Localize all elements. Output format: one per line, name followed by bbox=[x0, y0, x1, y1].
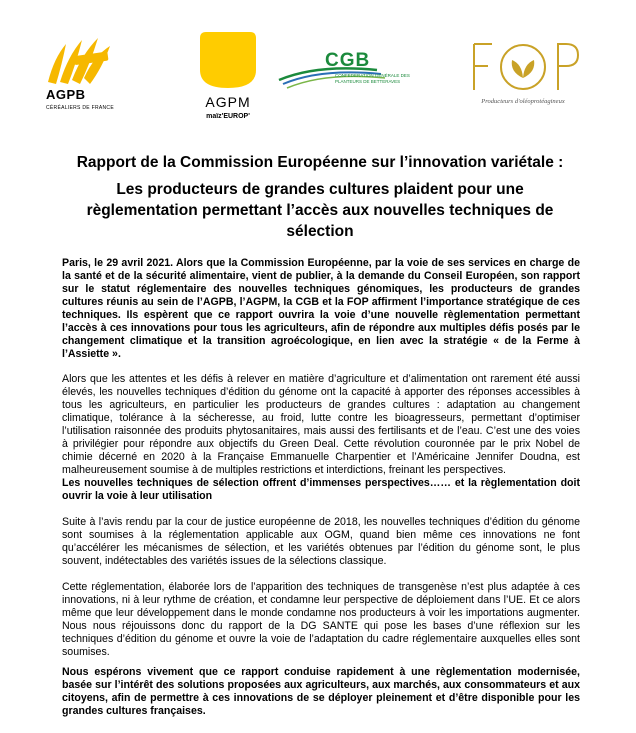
paragraph-intro: Paris, le 29 avril 2021. Alors que la Commission Européenne, par la voie de ses services en charge de la santé et de la sécurité alimentaire, vient de publier, à la demande du Conseil Européen, son rapport sur le statut réglementaire des nouvelles techniques génomiques, les producteurs de grandes cultures réunis au sein de l’AGPB, l’AGPM, la CGB et la FOP affirment l’importance stratégique de ces techniques. Ils espèrent que ce rapport ouvrira la voie d’une nouvelle règlementation permettant l’accès à ces innovations pour tous les agriculteurs, afin de répondre aux multiples défis posés par le changement climatique et la transition agroécologique, en lien avec la stratégie « de la Ferme à l’Assiette ». bbox=[62, 257, 580, 360]
paragraph-conclusion: Nous espérons vivement que ce rapport conduise rapidement à une règlementation modernisée, basée sur l’intérêt des solutions proposées aux agriculteurs, aux marchés, aux consommateurs et aux citoyens, afin de permettre à ces innovations de se déployer pleinement et d’être disponible pour les grandes cultures françaises. bbox=[62, 666, 580, 717]
agpm-subtitle: maïz'EUROP' bbox=[206, 113, 250, 120]
agpm-sun-icon bbox=[198, 30, 258, 90]
agpm-logo bbox=[196, 30, 260, 125]
fop-subtitle: Producteurs d'oléoprotéagineux bbox=[481, 98, 565, 105]
paragraph-regulation: Cette réglementation, élaborée lors de l’apparition des techniques de transgenèse n’est plus adaptée à ces innovations, ni à leur rythme de création, et condamne leur perspective de déploiement dans l’UE. Et ce alors même que leur développement dans le monde condamne nos producteurs à voir les importations augmenter. Nous nous réjouissons donc du rapport de la DG SANTE qui pose les bases d’une réflexion sur les techniques d’édition du génome et ouvre la voie de l’adaptation du cadre réglementaire auxquelles elles sont soumises. bbox=[62, 581, 580, 658]
section-heading: Les nouvelles techniques de sélection offrent d’immenses perspectives…… et la règlementation doit ouvrir la voie à leur utilisation bbox=[62, 477, 580, 502]
page-title: Rapport de la Commission Européenne sur l’innovation variétale : bbox=[76, 154, 564, 171]
logo-bar bbox=[0, 0, 636, 130]
agpm-name: AGPM bbox=[205, 94, 251, 110]
cgb-name: CGB bbox=[325, 50, 371, 71]
cgb-subtitle: CONFÉDÉRATION GÉNÉRALE DES PLANTEURS DE BETTERAVES bbox=[335, 73, 410, 84]
agpb-subtitle: CÉRÉALIERS DE FRANCE bbox=[46, 105, 114, 111]
agpb-logo bbox=[40, 30, 120, 116]
agpb-wheat-icon bbox=[40, 30, 120, 90]
paragraph-context: Alors que les attentes et les défis à relever en matière d’agriculture et d’alimentation ont rarement été aussi élevés, les nouvelles techniques d’édition du génome ont la capacité à apporter des réponses accessibles à tous les agriculteurs, en particulier les producteurs de grandes cultures : adaptation au changement climatique, tolérance à la sécheresse, au froid, lutte contre les bioagresseurs, permettant d’optimiser l’utilisation raisonnée des produits phytosanitaires, mais aussi des fertilisants et de l’eau. C’est une des voies à privilégier pour répondre aux objectifs du Green Deal. Cette révolution couronnée par le prix Nobel de chimie décerné en 2020 à la Française Emmanuelle Charpentier et l’Américaine Jennifer Doudna, est malheureusement soumise à de multiples restrictions et interdictions, freinant les perspectives. bbox=[62, 373, 580, 476]
fop-leaf-icon bbox=[464, 38, 582, 96]
agpb-name: AGPB bbox=[46, 87, 86, 102]
cgb-logo bbox=[277, 50, 427, 90]
paragraph-court: Suite à l’avis rendu par la cour de justice européenne de 2018, les nouvelles techniques d’édition du génome sont soumises à la réglementation applicable aux OGM, quand bien même ces innovations ne font qu’accélérer les mécanismes de sélection, et les variétés obtenues par l’édition du génome sont, le plus souvent, indétectables des variétés issues de la sélections classique. bbox=[62, 516, 580, 567]
page-subtitle: Les producteurs de grandes cultures plaident pour une règlementation permettant l’accès aux nouvelles techniques de sélection bbox=[86, 181, 554, 240]
fop-logo bbox=[458, 38, 588, 118]
